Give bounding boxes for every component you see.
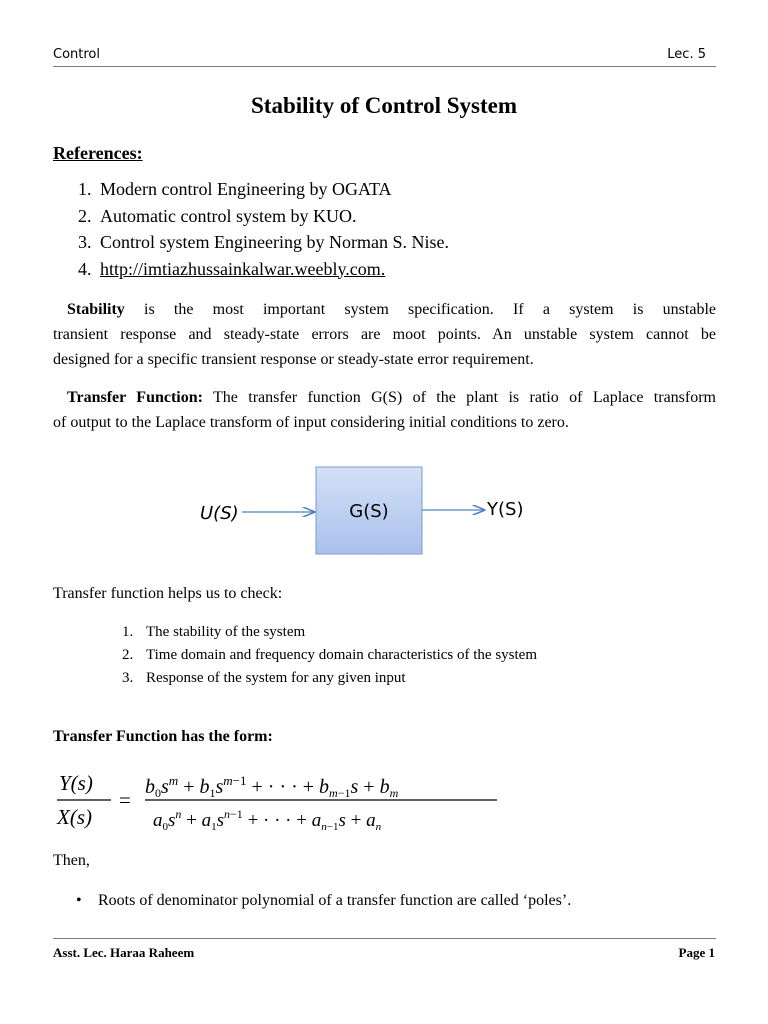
page-title: Stability of Control System [251,93,517,118]
form-heading: Transfer Function has the form: [53,728,273,745]
references-list [78,179,449,285]
reference-item: 2. Automatic control system by KUO. [78,205,357,226]
transfer-function-equation [53,760,513,840]
footer-page-number: Page 1 [678,945,715,960]
check-item: 3. Response of the system for any given input [122,670,406,686]
output-signal-label: Y(S) [487,499,524,520]
header-right: Lec. 5 [667,47,706,62]
transfer-function-paragraph: Transfer Function: The transfer function G(S) of the plant is ratio of Laplace transform of output to the Laplace transform of input considering initial conditions to zero. [53,389,716,431]
checks-list [122,621,562,690]
transfer-block-label: G(S) [349,501,389,522]
then-text: Then, [53,852,90,869]
svg-text:b0sm + b1sm−1 + · · · + bm−1s: $b_0s^m + b_1s^m-1$ + · · · + $b_m-1s + b_m$ [145,773,399,800]
svg-text:=: = [119,788,131,812]
check-item: 1. The stability of the system [122,624,306,640]
footer-rule [53,938,716,939]
bullet-icon: • [76,892,82,909]
check-item: 2. Time domain and frequency domain characteristics of the system [122,647,538,663]
reference-item: 4. http://imtiazhussainkalwar.weebly.com. [78,258,386,279]
input-signal-label: U(S) [200,503,239,524]
poles-bullet: • Roots of denominator polynomial of a transfer function are called ‘poles’. [76,889,596,912]
block-diagram [180,455,540,565]
footer-author: Asst. Lec. Haraa Raheem [53,945,195,960]
reference-item: 1. Modern control Engineering by OGATA [78,179,392,199]
reference-link[interactable]: http://imtiazhussainkalwar.weebly.com. [100,258,386,279]
svg-text:X(s): X(s) [57,805,92,829]
header-left: Control [53,47,100,62]
stability-term: Stability [67,301,125,318]
checks-intro: Transfer function helps us to check: [53,585,283,602]
svg-text:Y(s): Y(s) [59,771,93,795]
reference-item: 3. Control system Engineering by Norman S. Nise. [78,232,449,252]
transfer-function-term: Transfer Function: [67,389,203,406]
references-heading: References: [53,143,143,163]
stability-paragraph: Stability is the most important system specification. If a system is unstable transient response and steady-state errors are moot points. An unstable system cannot be designed for a specific transient response or steady-state error requirement. [53,301,717,368]
header-rule [53,66,716,67]
svg-text:a0sn + a1sn−1 + · · · + an−1s: $a_0s^n + a_1s^n-1$ + · · · + $a_n-1s + a_n$ [153,807,382,833]
